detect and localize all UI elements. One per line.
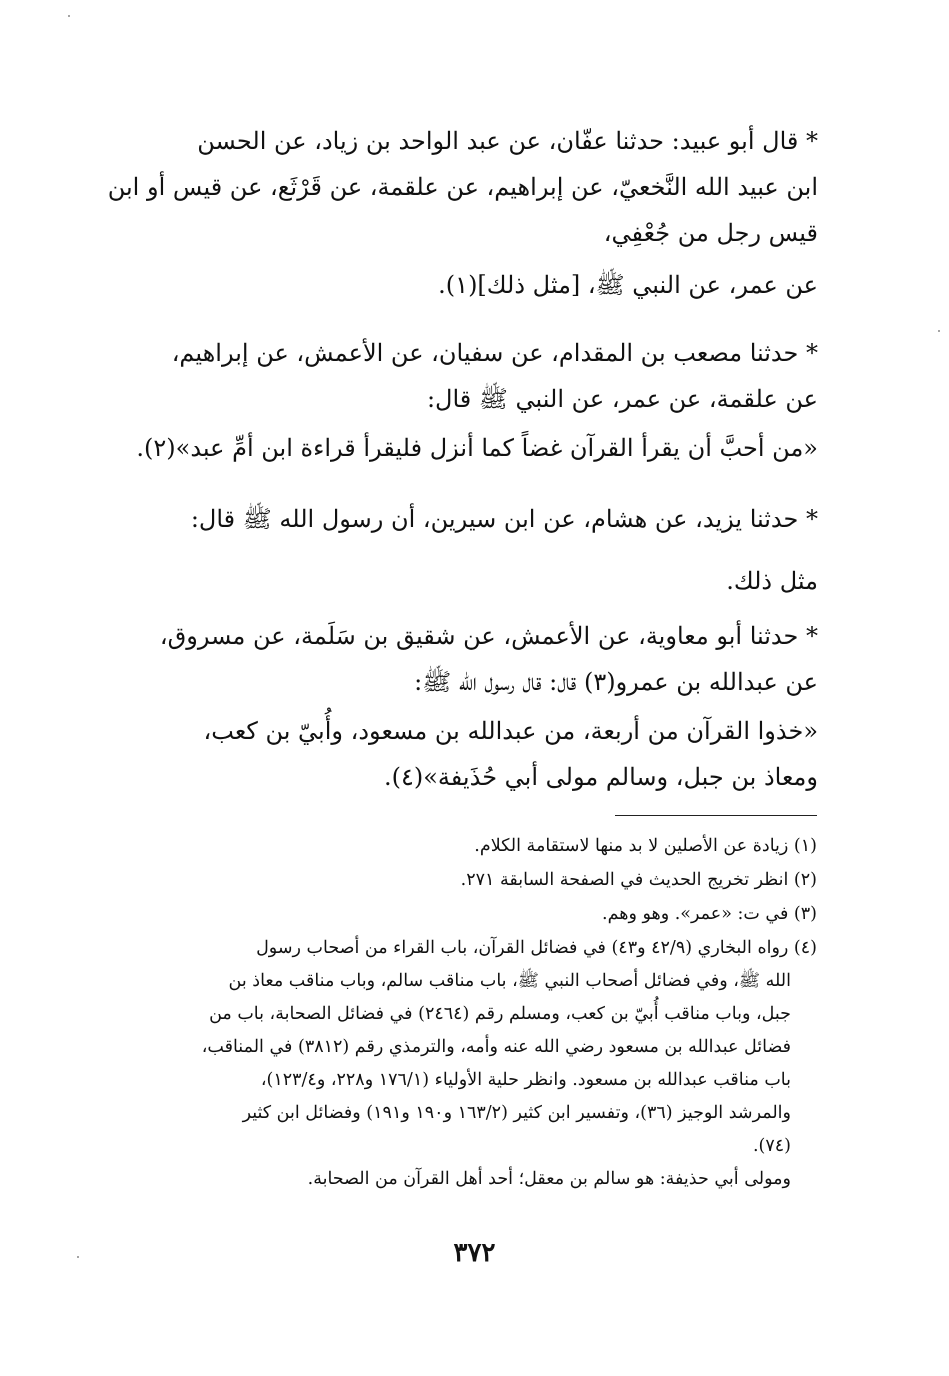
scan-speck xyxy=(68,15,70,17)
footnote-3 xyxy=(105,898,817,931)
text-line: «خذوا القرآن من أربعة، من عبدالله بن مسعود، وأُبيّ بن كعب، xyxy=(203,717,818,745)
footnote-1 xyxy=(105,830,817,863)
hadith-paragraph-5 xyxy=(112,613,818,705)
footnote-line: (٢) انظر تخريج الحديث في الصفحة السابقة ٢٧١. xyxy=(460,870,817,890)
footnote-4 xyxy=(105,932,817,1196)
hadith-quote-1 xyxy=(112,425,818,471)
footnote-line: باب مناقب عبدالله بن مسعود. وانظر حلية الأولياء (١٧٦/١ و٢٢٨، و١٢٣/٤)، xyxy=(260,1070,791,1090)
footnote-line: فضائل عبدالله بن مسعود رضي الله عنه وأمه، والترمذي رقم (٣٨١٢) في المناقب، xyxy=(201,1037,791,1057)
hadith-quote-2 xyxy=(112,708,818,800)
text-line: ابن عبيد الله النَّخعيّ، عن إبراهيم، عن علقمة، عن قَرْثَع، عن قيس أو ابن xyxy=(107,173,818,201)
footnote-line: (٣) في ت: «عمر». وهو وهم. xyxy=(602,904,817,924)
text-line: «من أحبَّ أن يقرأ القرآن غضاً كما أنزل فليقرأ قراءة ابن أمِّ عبد»(٢). xyxy=(136,434,818,462)
text-line: قيس رجل من جُعْفِي، xyxy=(603,219,818,247)
text-line: عن علقمة، عن عمر، عن النبي ﷺ قال: xyxy=(426,385,818,413)
hadith-paragraph-2 xyxy=(112,262,818,308)
text-line: * حدثنا مصعب بن المقدام، عن سفيان، عن الأعمش، عن إبراهيم، xyxy=(171,339,818,367)
footnote-line: جبل، وباب مناقب أُبيّ بن كعب، ومسلم رقم (٢٤٦٤) في فضائل الصحابة، باب من xyxy=(209,1004,791,1024)
footnote-line: (٧٤). xyxy=(752,1136,791,1156)
page-number: ٣٧٢ xyxy=(453,1238,496,1268)
scan-speck xyxy=(938,330,940,332)
hadith-paragraph-3 xyxy=(112,330,818,422)
footnote-line: ومولى أبي حذيفة: هو سالم بن معقل؛ أحد أهل القرآن من الصحابة. xyxy=(307,1169,791,1189)
hadith-paragraph-1 xyxy=(107,118,818,256)
text-line: عن عمر، عن النبي ﷺ، [مثل ذلك](١). xyxy=(438,271,818,299)
hadith-paragraph-4 xyxy=(112,488,818,612)
footnote-separator xyxy=(615,815,817,816)
text-line: مثل ذلك. xyxy=(726,567,818,595)
footnote-line: الله ﷺ، وفي فضائل أصحاب النبي ﷺ، باب مناقب سالم، وباب مناقب معاذ بن xyxy=(228,971,791,991)
scan-speck xyxy=(77,1256,79,1258)
text-line: * حدثنا يزيد، عن هشام، عن ابن سيرين، أن رسول الله ﷺ قال: xyxy=(190,505,818,533)
footnote-line: (١) زيادة عن الأصلين لا بد منها لاستقامة الكلام. xyxy=(474,836,817,856)
text-line: ومعاذ بن جبل، وسالم مولى أبي حُذَيفة»(٤). xyxy=(383,763,818,791)
footnote-2 xyxy=(105,864,817,897)
footnote-line: والمرشد الوجيز (٣٦)، وتفسير ابن كثير (١٦٣/٢ و١٩٠ و١٩١) وفضائل ابن كثير xyxy=(242,1103,791,1123)
text-line: * حدثنا أبو معاوية، عن الأعمش، عن شقيق بن سَلَمة، عن مسروق، xyxy=(159,622,818,650)
text-line: * قال أبو عبيد: حدثنا عفّان، عن عبد الواحد بن زياد، عن الحسن xyxy=(197,127,818,155)
text-line: عن عبدالله بن عمرو(٣) قال: قال رسول الله ﷺ: xyxy=(414,668,818,696)
footnote-line: (٤) رواه البخاري (٤٢/٩ و٤٣) في فضائل القرآن، باب القراء من أصحاب رسول xyxy=(256,938,817,958)
